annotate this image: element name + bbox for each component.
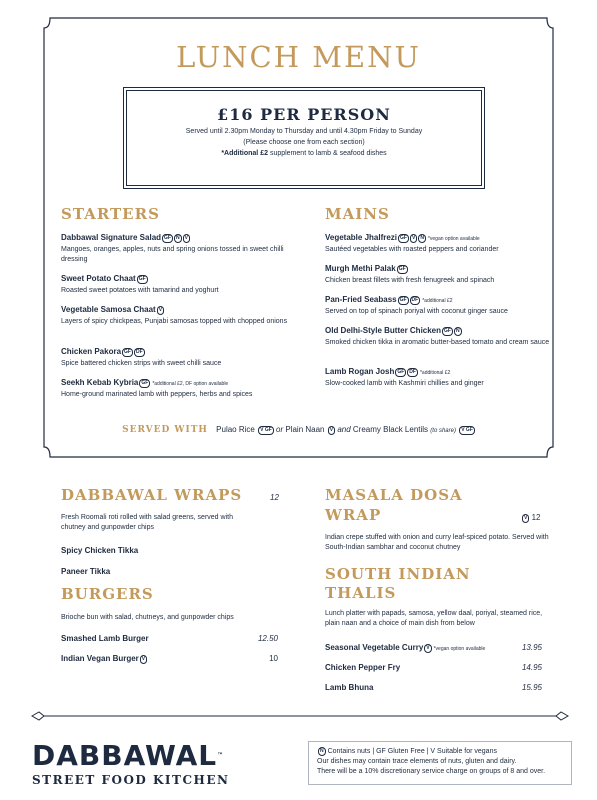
thali-item: Chicken Pepper Fry — [325, 663, 401, 672]
dosa-heading-line1: MASALA DOSA — [325, 486, 463, 504]
menu-item — [325, 326, 555, 348]
dietary-badge: V — [141, 656, 146, 662]
dietary-badge: V — [426, 645, 430, 651]
menu-item — [325, 367, 555, 389]
item-name: Chicken Pakora GF DF — [61, 347, 143, 356]
dietary-badge: DF — [135, 349, 143, 355]
dietary-badge: GF — [399, 297, 407, 303]
item-name: Vegetable Jhalfrezi GF V N *vegan option available — [325, 233, 480, 242]
price-heading: £16 PER PERSON — [217, 105, 391, 124]
dosa-desc: Indian crepe stuffed with onion and curry leaf-spiced potato. Served with South-Indian sambhar and coconut chutney — [325, 534, 549, 551]
thali-price: 15.95 — [521, 683, 542, 692]
dietary-badge: V — [411, 235, 416, 241]
burgers-heading: BURGERS — [61, 585, 154, 603]
nuts-badge: N — [320, 748, 324, 754]
menu-item — [61, 274, 291, 296]
item-desc: Chicken breast fillets with fresh fenugreek and spinach — [325, 277, 495, 284]
item-desc: Slow-cooked lamb with Kashmiri chillies and ginger — [325, 380, 484, 387]
served-with-label: SERVED WITH — [122, 425, 208, 435]
dietary-badge: GF — [138, 276, 146, 282]
wrap-item: Paneer Tikka — [61, 567, 111, 576]
price-supplement: *Additional £2 supplement to lamb & seafood dishes — [221, 150, 387, 157]
item-name: Lamb Rogan Josh GF DF *additional £2 — [325, 367, 451, 376]
logo-wordmark: DABBAWAL™ — [32, 739, 225, 772]
menu-item — [61, 233, 291, 265]
key-legend: N Contains nuts | GF Gluten Free | V Suitable for vegans — [320, 748, 497, 755]
item-name: Seekh Kebab Kybria GF *additional £2, DF option available — [61, 378, 229, 387]
thali-price: 14.95 — [521, 663, 542, 672]
dietary-badge: V — [329, 427, 334, 433]
burgers-desc: Brioche bun with salad, chutneys, and gunpowder chips — [61, 614, 234, 621]
item-name: Sweet Potato Chaat GF — [61, 274, 146, 283]
key-trace: Our dishes may contain trace elements of nuts, gluten and dairy. — [317, 758, 517, 765]
menu-item — [325, 264, 555, 286]
dietary-badge: DF — [411, 297, 419, 303]
item-desc: Roasted sweet potatoes with tamarind and yoghurt — [61, 287, 219, 294]
item-desc: Layers of spicy chickpeas, Punjabi samosas topped with chopped onions — [61, 318, 288, 325]
dietary-badge: V GF — [260, 427, 272, 433]
dietary-badge: GF — [164, 235, 171, 241]
price-hours: Served until 2.30pm Monday to Thursday and until 4.30pm Friday to Sunday — [185, 128, 423, 135]
burger-price: 10 — [269, 654, 278, 663]
item-name: Pan-Fried Seabass GF DF *additional £2 — [325, 295, 453, 304]
item-name: Old Delhi-Style Butter Chicken GF N — [325, 326, 460, 335]
thalis-heading-line2: THALIS — [325, 584, 397, 602]
dietary-badge: V GF — [461, 427, 473, 433]
served-note: (to share) — [430, 428, 456, 434]
thalis-desc: Lunch platter with papads, samosa, yellow daal, poriyal, steamed rice, plain naan and a choice of main dish from below — [325, 610, 543, 627]
dietary-badge: GF — [400, 235, 407, 241]
menu-item — [325, 295, 555, 317]
item-desc: Smoked chicken tikka in aromatic butter-based tomato and cream sauce — [325, 339, 550, 346]
dietary-badge: GF — [397, 369, 405, 375]
wraps-heading: DABBAWAL WRAPS — [61, 486, 243, 504]
menu-item — [325, 233, 555, 255]
dietary-badge: N — [420, 235, 424, 241]
item-name: Murgh Methi Palak GF — [325, 264, 406, 273]
burger-item: Smashed Lamb Burger — [61, 634, 149, 643]
page-title: LUNCH MENU — [176, 40, 421, 74]
dietary-badge: GF — [124, 349, 131, 355]
dietary-badge: V — [158, 307, 163, 313]
dietary-badge: N — [175, 235, 180, 241]
item-desc: Mangoes, oranges, apples, nuts and spring onions tossed in sweet chilli dressing — [61, 246, 284, 263]
thali-item: Seasonal Vegetable Curry V *vegan option available — [325, 643, 486, 652]
price-box — [126, 90, 482, 186]
burger-item: Indian Vegan Burger V — [61, 654, 146, 663]
item-name: Dabbawal Signature Salad GF N V — [61, 233, 188, 242]
item-name: Vegetable Samosa Chaat V — [61, 305, 163, 314]
item-note: *vegan option available — [427, 236, 480, 242]
dietary-badge: V — [524, 515, 528, 521]
dosa-heading-line2: WRAP — [325, 506, 382, 524]
brand-logo — [32, 739, 230, 787]
item-note: *additional £2, DF option available — [152, 381, 229, 387]
dietary-badge: GF — [141, 380, 149, 386]
served-or: or — [276, 425, 284, 434]
menu-item — [61, 305, 291, 327]
menu-item — [61, 347, 291, 369]
wraps-desc: Fresh Roomali roti rolled with salad greens, served with chutney and gunpowder chips — [61, 514, 233, 531]
served-lentils: Creamy Black Lentils — [352, 425, 429, 434]
item-desc: Home-ground marinated lamb with peppers, herbs and spices — [61, 391, 253, 398]
dietary-badge: GF — [444, 328, 451, 334]
served-rice: Pulao Rice — [216, 425, 255, 434]
key-service: There will be a 10% discretionary service charge on groups of 8 and over. — [317, 768, 546, 775]
served-and: and — [337, 425, 351, 434]
served-with — [0, 425, 597, 435]
starters-heading: STARTERS — [61, 205, 160, 223]
dietary-badge: GF — [398, 266, 406, 272]
item-note: *additional £2 — [422, 298, 453, 304]
item-note: *additional £2 — [419, 370, 451, 376]
wraps-price: 12 — [270, 493, 279, 502]
mains-heading: MAINS — [325, 205, 390, 223]
section-divider — [30, 710, 570, 722]
dosa-price: V 12 — [524, 513, 541, 522]
burger-price: 12.50 — [257, 634, 278, 643]
served-naan: Plain Naan — [285, 425, 325, 434]
logo-subtitle: STREET FOOD KITCHEN — [32, 773, 230, 787]
price-instruction: (Please choose one from each section) — [243, 139, 365, 146]
item-desc: Sautéed vegetables with roasted peppers and coriander — [325, 246, 499, 253]
menu-item — [61, 378, 291, 400]
thali-item: Lamb Bhuna — [325, 683, 374, 692]
dietary-badge: DF — [409, 369, 416, 375]
item-desc: Spice battered chicken strips with sweet chilli sauce — [61, 360, 222, 367]
dietary-badge: V — [184, 235, 188, 241]
thalis-heading-line1: SOUTH INDIAN — [325, 565, 471, 583]
dietary-badge: N — [455, 328, 460, 334]
thali-price: 13.95 — [521, 643, 542, 652]
wrap-item: Spicy Chicken Tikka — [61, 546, 139, 555]
dietary-key — [308, 741, 572, 785]
item-desc: Served on top of spinach poriyal with coconut ginger sauce — [325, 308, 508, 315]
